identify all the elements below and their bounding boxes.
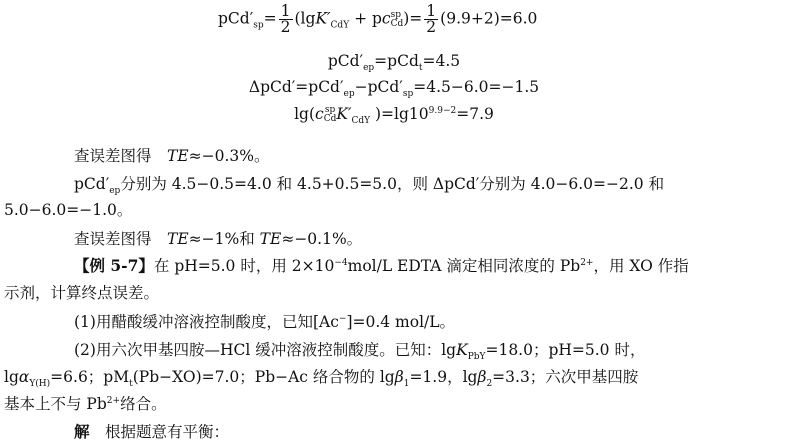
f4-c-sub: Cd	[323, 114, 337, 124]
f1-den: 2	[280, 18, 291, 36]
example-label: 【例 5-7】	[74, 256, 154, 275]
p5-b: mol/L EDTA 滴定相同浓度的 Pb	[347, 257, 581, 275]
p5-sup2: 2+	[580, 257, 594, 268]
solution-label: 解	[74, 422, 90, 441]
p9-d: =1.9，lg	[409, 368, 478, 386]
para-te-2	[74, 228, 362, 250]
p9-beta2: β	[477, 368, 487, 386]
p5-c: ，用 XO 作指	[593, 257, 689, 275]
f1-eq: =	[263, 9, 277, 28]
p2-a: pCd′	[74, 175, 110, 193]
formula-pcd-sp	[218, 4, 537, 35]
p8-b: =18.0；pH=5.0 时，	[485, 341, 646, 359]
p7-sup: −	[338, 313, 347, 324]
formula-delta-pcd	[0, 76, 788, 98]
f4-mid: )=lg10	[370, 105, 429, 123]
f4-c-scripts	[324, 106, 337, 124]
p9-b-sub: t	[129, 379, 133, 390]
p9-alpha-sub: Y(H)	[29, 379, 51, 390]
p9-alpha: α	[18, 368, 30, 386]
p5-sup: −4	[334, 257, 348, 268]
para-item-2	[74, 339, 645, 361]
para-line-6	[4, 282, 159, 304]
p8-a: (2)用六次甲基四胺—HCl 缓冲溶液控制酸度。已知：lg	[74, 341, 457, 359]
f4-c: c	[315, 105, 324, 123]
p1-a: 查误差图得	[74, 147, 168, 165]
f1-num2: 1	[426, 2, 437, 20]
formula-pcd-ep	[0, 50, 788, 72]
p4-te2: TE	[259, 230, 282, 248]
p9-beta2-sub: 2	[486, 379, 493, 390]
p1-te: TE	[167, 147, 189, 165]
p9-e: =3.3；六次甲基四胺	[492, 368, 639, 386]
example-heading	[74, 255, 689, 277]
f1-k-sub: CdY	[330, 20, 350, 31]
para-line-9	[4, 366, 638, 388]
f4-k: K′	[336, 105, 352, 123]
f3-a: ΔpCd′=pCd′	[248, 78, 344, 96]
p10-a: 基本上不与 Pb	[4, 395, 107, 413]
f1-tail: (9.9+2)=6.0	[440, 9, 538, 28]
para-item-1	[74, 311, 455, 333]
fraction-half-2	[424, 4, 438, 35]
f1-lhs-sub: sp	[253, 20, 264, 31]
p4-b: ≈−1%和	[188, 230, 260, 248]
f1-den2: 2	[426, 18, 437, 36]
p5-a: 在 pH=5.0 时，用 2×10	[153, 257, 335, 275]
f1-num: 1	[280, 2, 291, 20]
para-te-1	[74, 145, 270, 167]
f3-tail: =4.5−6.0=−1.5	[413, 78, 540, 96]
p9-a: lg	[4, 368, 19, 386]
p8-k-sub: PbY	[467, 352, 486, 363]
f1-plus: + p	[349, 9, 382, 28]
f4-tail: =7.9	[456, 105, 494, 123]
f1-c-scripts	[391, 11, 404, 29]
f1-c-sub: Cd	[390, 18, 404, 29]
p4-c: ≈−0.1%。	[281, 230, 363, 248]
para-line-3	[4, 199, 132, 221]
p1-b: ≈−0.3%。	[188, 147, 270, 165]
f3-b: −pCd′	[354, 78, 403, 96]
f3-b-sub: sp	[402, 89, 414, 100]
p2-a-sub: ep	[109, 186, 121, 197]
f3-a-sub: ep	[343, 89, 355, 100]
f1-c: c	[381, 9, 391, 28]
f1-lhs: pCd′	[218, 9, 254, 28]
f1-open: (lg	[294, 9, 316, 28]
fraction-half	[279, 4, 293, 35]
p6: 示剂，计算终点误差。	[4, 284, 160, 302]
p3: 5.0−6.0=−1.0。	[4, 201, 133, 219]
p4-te1: TE	[167, 230, 189, 248]
p9-beta1-sub: 1	[403, 379, 410, 390]
f2-b: =pCd	[374, 52, 419, 70]
f4-c-sup: sp	[324, 105, 336, 115]
f2-tail: =4.5	[422, 52, 461, 70]
solution-line	[74, 421, 229, 443]
para-pcd-ep	[74, 173, 664, 195]
para-line-10	[4, 393, 167, 415]
f1-c-sup: sp	[390, 9, 401, 20]
f4-exp: 9.9−2	[428, 105, 457, 116]
p9-beta1: β	[394, 368, 404, 386]
f1-k: K′	[315, 9, 331, 28]
formula-lg-ck	[0, 103, 788, 125]
p10-b: 络合。	[120, 395, 167, 413]
f2-a: pCd′	[327, 52, 364, 70]
f2-a-sub: ep	[363, 63, 375, 74]
p7-tail: ]=0.4 mol/L。	[346, 313, 456, 331]
f4-open: lg(	[294, 105, 316, 123]
p2-b: 分别为 4.5−0.5=4.0 和 4.5+0.5=5.0，则 ΔpCd′分别为 4.0−6.0=−2.0 和	[120, 175, 665, 193]
f4-k-sub: CdY	[351, 116, 371, 127]
p11-text: 根据题意有平衡：	[89, 423, 230, 441]
p9-c: (Pb−XO)=7.0；Pb−Ac 络合物的 lg	[132, 368, 395, 386]
p8-k: K	[456, 341, 468, 359]
p10-sup: 2+	[106, 395, 121, 406]
p9-b: =6.6；pM	[50, 368, 130, 386]
p4-a: 查误差图得	[74, 230, 168, 248]
p7: (1)用醋酸缓冲溶液控制酸度，已知[Ac	[74, 313, 339, 331]
f1-close: )=	[403, 9, 423, 28]
f2-b-sub: t	[418, 63, 423, 74]
